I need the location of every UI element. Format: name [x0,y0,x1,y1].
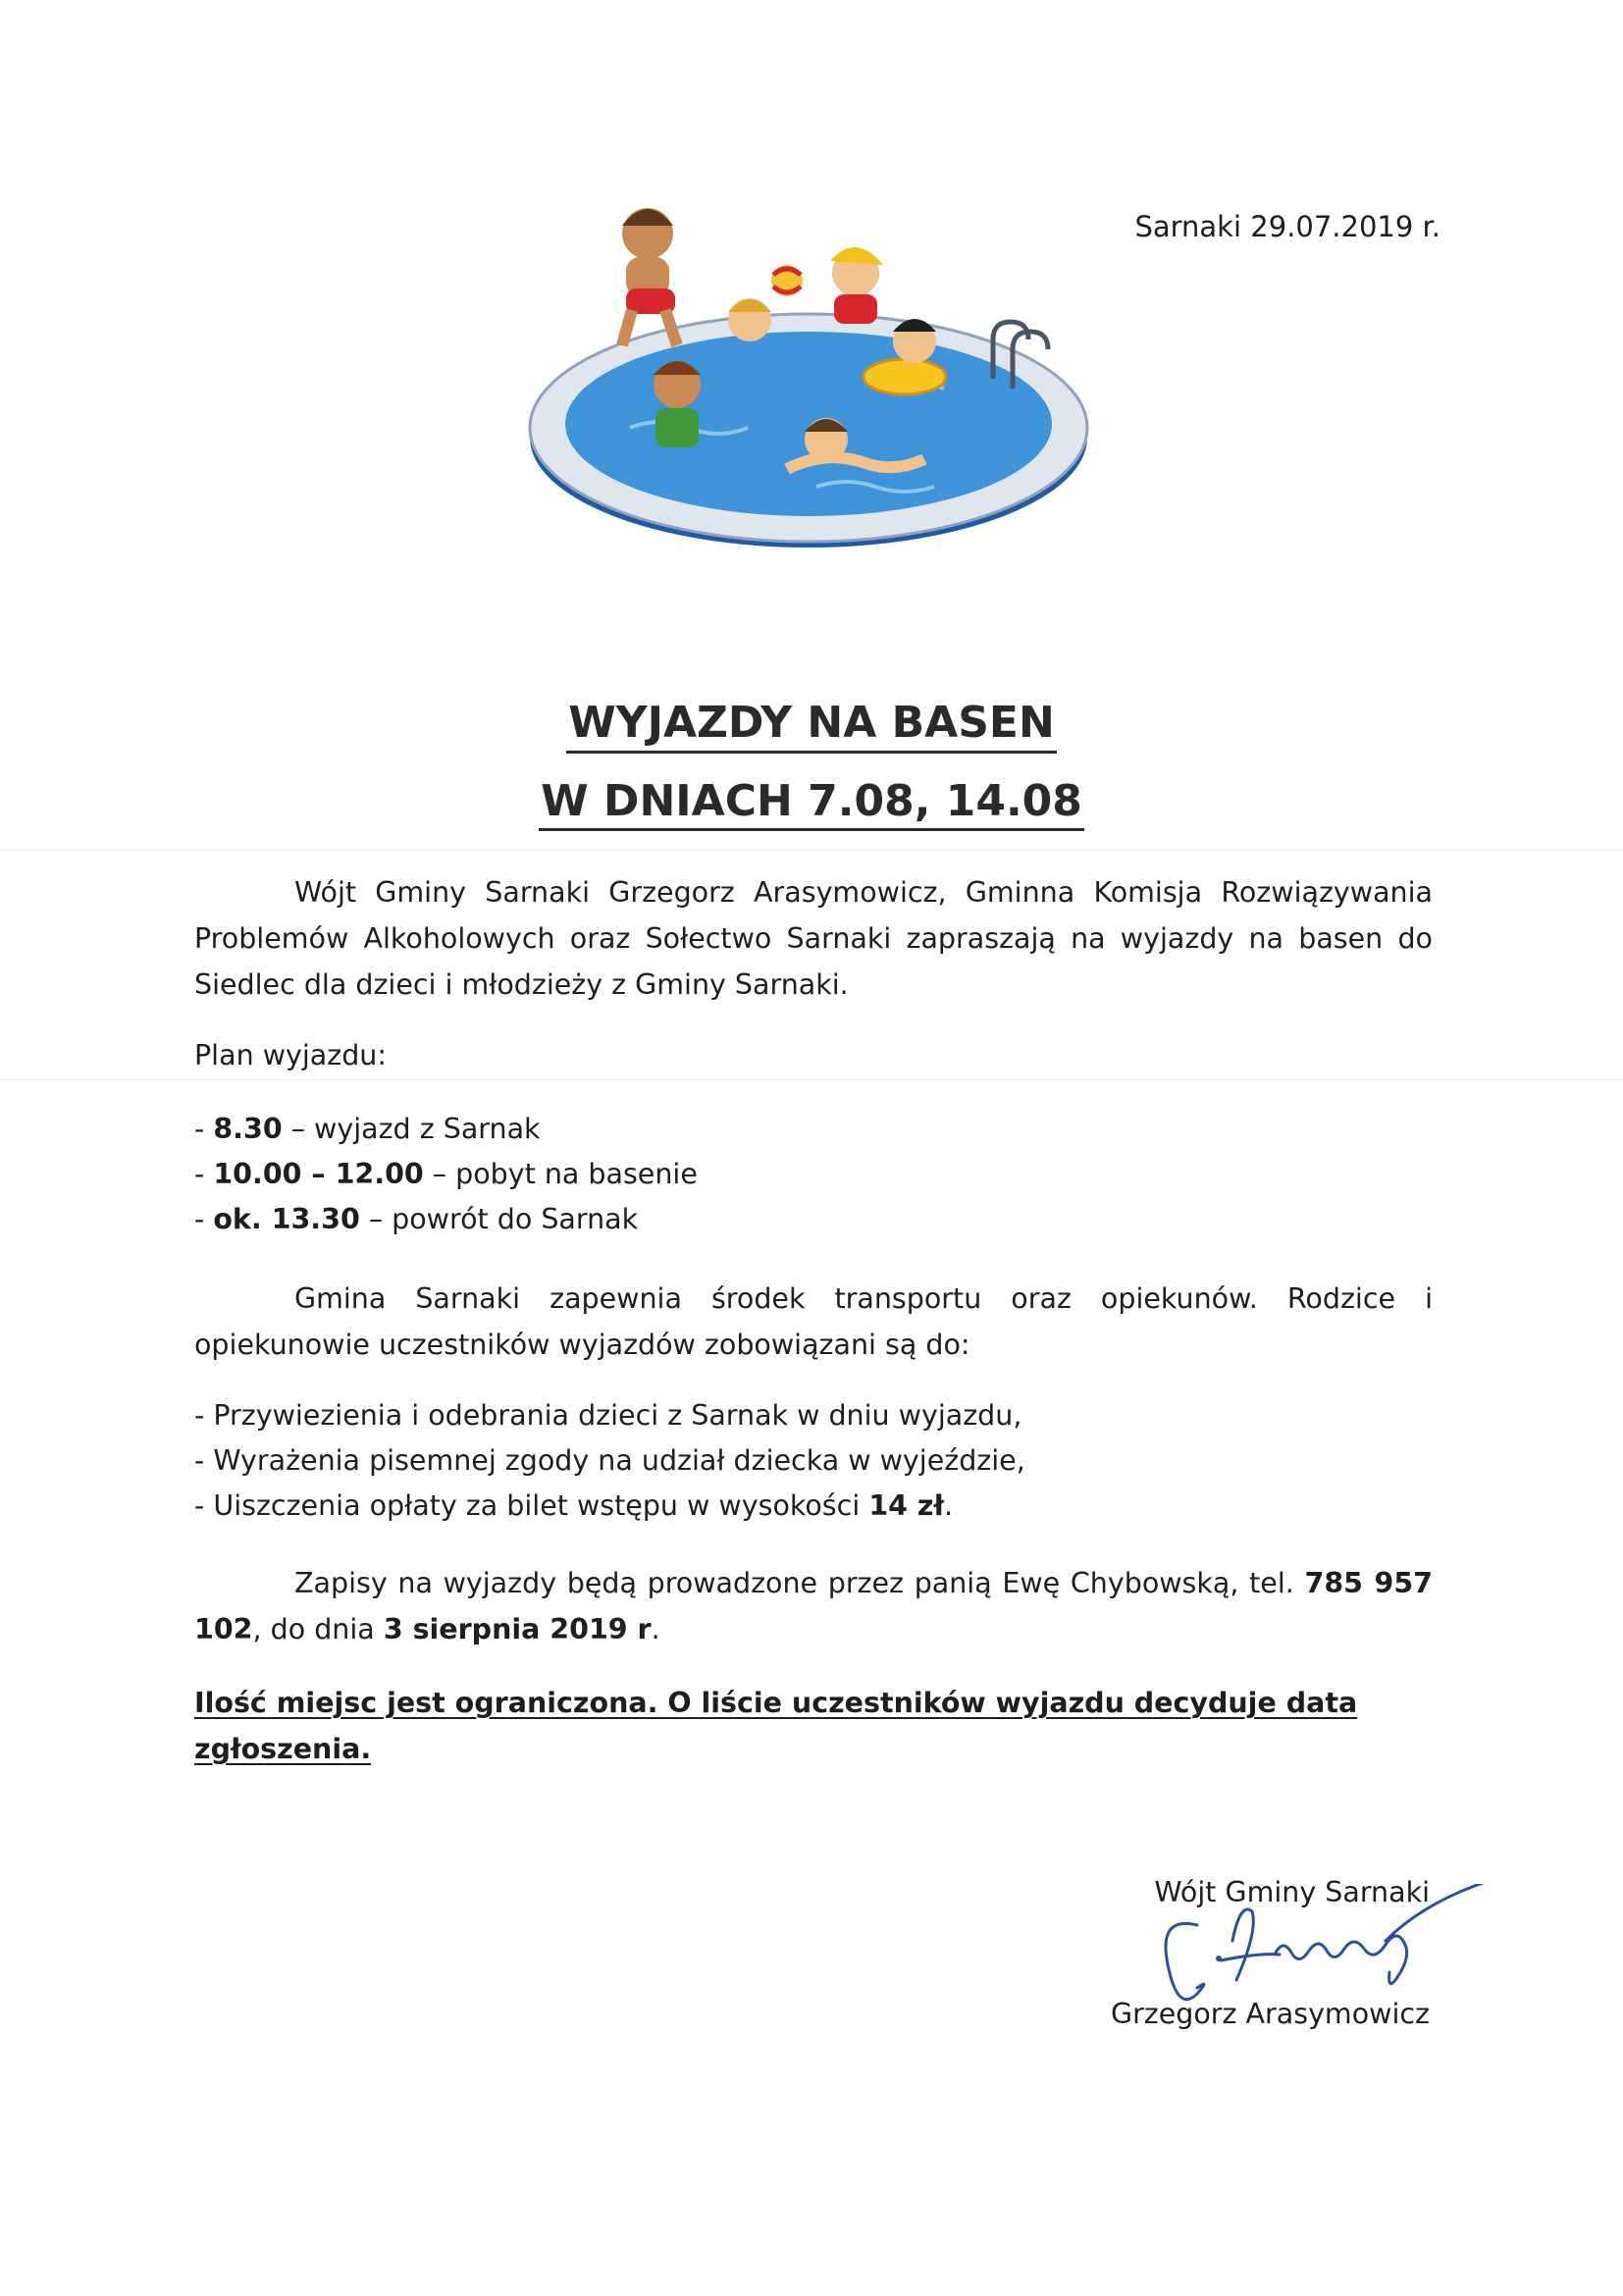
signatory-name: Grzegorz Arasymowicz [1110,1998,1430,2030]
registration-paragraph [194,1560,1433,1652]
plan-item: - ok. 13.30 – powrót do Sarnak [194,1203,639,1235]
swimming-pool-illustration [522,192,1095,559]
phone-number: 785 957 102 [194,1567,1434,1645]
plan-item: - 10.00 – 12.00 – pobyt na basenie [194,1158,698,1190]
intro-paragraph [194,869,1433,1008]
signatory-title: Wójt Gminy Sarnaki [1154,1876,1430,1908]
obligation-item: - Przywiezienia i odebrania dzieci z Sarnak w dniu wyjazdu, [194,1399,1022,1432]
title-line-1: WYJAZDY NA BASEN [566,699,1057,754]
intro-text: Wójt Gminy Sarnaki Grzegorz Arasymowicz, Gminna Komisja Rozwiązywania Problemów Alkoholowych oraz Sołectwo Sarnaki zapraszają na wyjazdy na basen do Siedlec dla dzieci i młodzieży z Gminy Sarnaki. [194,876,1433,1001]
deadline-date: 3 sierpnia 2019 r [383,1613,652,1645]
document-title [0,699,1623,831]
title-line-2: W DNIACH 7.08, 14.08 [539,777,1084,832]
obligation-item: - Wyrażenia pisemnej zgody na udział dziecka w wyjeździe, [194,1444,1025,1477]
registration-text: Zapisy na wyjazdy będą prowadzone przez panią Ewę Chybowską, tel. 785 957 102, do dnia 3 sierpnia 2019 r. [194,1567,1434,1645]
obligations-list [194,1393,1433,1529]
obligations-paragraph [194,1276,1433,1368]
date-line: Sarnaki 29.07.2019 r. [1134,210,1440,243]
plan-list [194,1107,1433,1242]
scan-line [0,1079,1623,1080]
scan-line [0,850,1623,851]
limited-places-notice: Ilość miejsc jest ograniczona. O liście uczestników wyjazdu decyduje data zgłoszenia. [194,1687,1358,1765]
obligations-intro: Gmina Sarnaki zapewnia środek transportu oraz opiekunów. Rodzice i opiekunowie uczestników wyjazdów zobowiązani są do: [194,1282,1433,1361]
plan-heading: Plan wyjazdu: [194,1039,387,1071]
plan-item: - 8.30 – wyjazd z Sarnak [194,1113,541,1145]
obligation-item: - Uiszczenia opłaty za bilet wstępu w wysokości 14 zł. [194,1489,954,1522]
